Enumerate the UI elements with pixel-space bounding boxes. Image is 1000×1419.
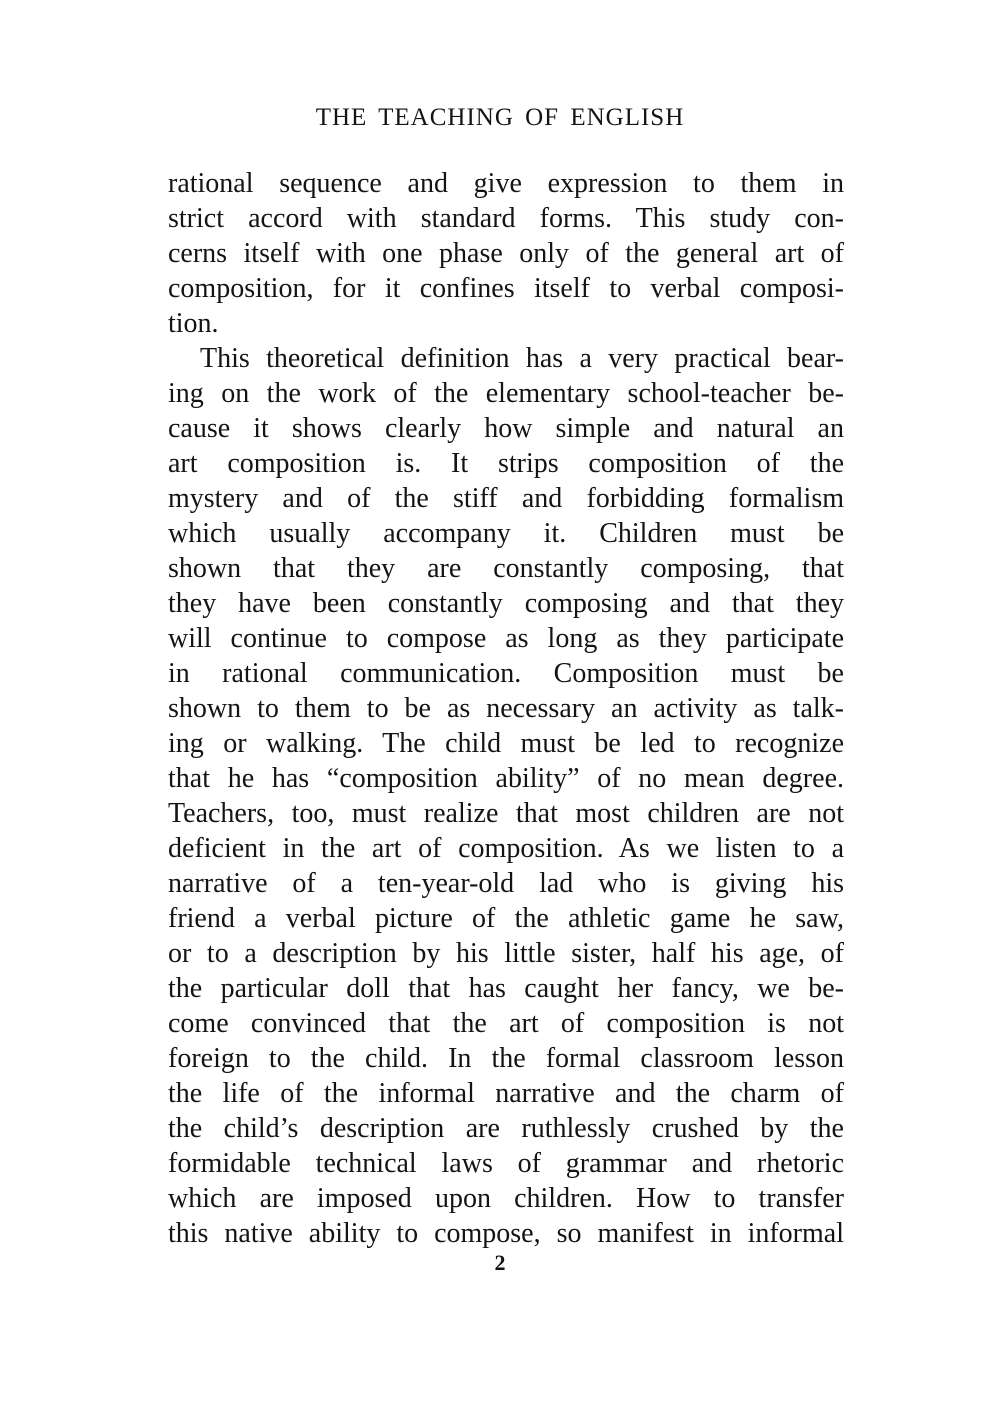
text-line: tion. [168,308,219,339]
text-line: shown to them to be as necessary an activity as talk- [168,693,844,724]
text-line: mystery and of the stiff and forbidding formalism [168,483,844,514]
text-line: This theoretical definition has a very practical bear- [200,343,844,374]
text-line: the child’s description are ruthlessly crushed by the [168,1113,844,1144]
text-line: Teachers, too, must realize that most children are not [168,798,844,829]
text-line: which usually accompany it. Children must be [168,518,844,549]
text-line: narrative of a ten-year-old lad who is giving his [168,868,844,899]
text-line: they have been constantly composing and that they [168,588,844,619]
running-head: THE TEACHING OF ENGLISH [315,104,685,131]
text-line: strict accord with standard forms. This study con- [168,203,844,234]
text-line: deficient in the art of composition. As we listen to a [168,833,844,864]
text-line: rational sequence and give expression to them in [168,168,844,199]
text-line: ing on the work of the elementary school-teacher be- [168,378,844,409]
text-line: in rational communication. Composition must be [168,658,844,689]
text-line: shown that they are constantly composing, that [168,553,844,584]
body-text [168,166,844,1251]
text-line: cause it shows clearly how simple and natural an [168,413,844,444]
text-line: the particular doll that has caught her fancy, we be- [168,973,844,1004]
paragraph [168,341,844,1251]
text-line: come convinced that the art of composition is not [168,1008,844,1039]
text-line: friend a verbal picture of the athletic game he saw, [168,903,844,934]
text-line: which are imposed upon children. How to transfer [168,1183,844,1214]
text-line: ing or walking. The child must be led to recognize [168,728,844,759]
text-line: cerns itself with one phase only of the general art of [168,238,844,269]
text-line: formidable technical laws of grammar and rhetoric [168,1148,844,1179]
text-line: the life of the informal narrative and the charm of [168,1078,844,1109]
text-line: or to a description by his little sister, half his age, of [168,938,844,969]
text-line: foreign to the child. In the formal classroom lesson [168,1043,844,1074]
text-line: that he has “composition ability” of no mean degree. [168,763,844,794]
paragraph [168,166,844,341]
text-line: art composition is. It strips composition of the [168,448,844,479]
text-line: will continue to compose as long as they participate [168,623,844,654]
text-line: this native ability to compose, so manifest in informal [168,1218,844,1249]
text-line: composition, for it confines itself to verbal composi- [168,273,844,304]
page-number: 2 [494,1250,506,1275]
